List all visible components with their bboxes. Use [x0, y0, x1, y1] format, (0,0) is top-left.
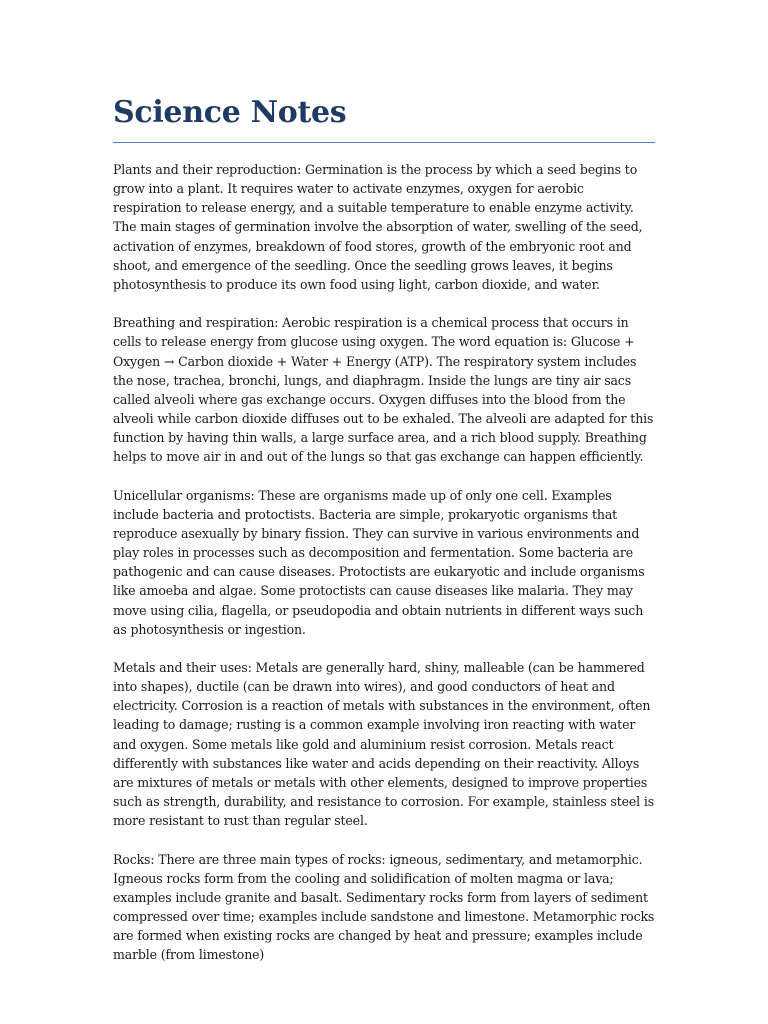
paragraph-plants-reproduction: Plants and their reproduction: Germination is the process by which a seed begins to grow into a plant. It requires water to activate enzymes, oxygen for aerobic respiration to release energy, and a suitable temperature to enable enzyme activity. The main stages of germination involve the absorption of water, swelling of the seed, activation of enzymes, breakdown of food stores, growth of the embryonic root and shoot, and emergence of the seedling. Once the seedling grows leaves, it begins photosynthesis to produce its own food using light, carbon dioxide, and water.	[113, 162, 643, 292]
paragraph-rocks: Rocks: There are three main types of rocks: igneous, sedimentary, and metamorphic. Igneous rocks form from the cooling and solidification of molten magma or lava; examples include granite and basalt. Sedimentary rocks form from layers of sediment compressed over time; examples include sandstone and limestone. Metamorphic rocks are formed when existing rocks are changed by heat and pressure; examples include marble (from limestone)	[113, 851, 655, 963]
document-page	[113, 90, 655, 984]
paragraph-unicellular-organisms: Unicellular organisms: These are organisms made up of only one cell. Examples include bacteria and protoctists. Bacteria are simple, prokaryotic organisms that reproduce asexually by binary fission. They can survive in various environments and play roles in processes such as decomposition and fermentation. Some bacteria are pathogenic and can cause diseases. Protoctists are eukaryotic and include organisms like amoeba and algae. Some protoctists can cause diseases like malaria. They may move using cilia, flagella, or pseudopodia and obtain nutrients in different ways such as photosynthesis or ingestion.	[113, 487, 645, 637]
title-underline	[113, 142, 655, 143]
page-title: Science Notes	[113, 95, 347, 130]
paragraph-metals-uses: Metals and their uses: Metals are generally hard, shiny, malleable (can be hammered into shapes), ductile (can be drawn into wires), and good conductors of heat and electricity. Corrosion is a reaction of metals with substances in the environment, often leading to damage; rusting is a common example involving iron reacting with water and oxygen. Some metals like gold and aluminium resist corrosion. Metals react differently with substances like water and acids depending on their reactivity. Alloys are mixtures of metals or metals with other elements, designed to improve properties such as strength, durability, and resistance to corrosion. For example, stainless steel is more resistant to rust than regular steel.	[113, 660, 654, 829]
paragraph-breathing-respiration: Breathing and respiration: Aerobic respiration is a chemical process that occurs in cells to release energy from glucose using oxygen. The word equation is: Glucose + Oxygen → Carbon dioxide + Water + Energy (ATP). The respiratory system includes the nose, trachea, bronchi, lungs, and diaphragm. Inside the lungs are tiny air sacs called alveoli where gas exchange occurs. Oxygen diffuses into the blood from the alveoli while carbon dioxide diffuses out to be exhaled. The alveoli are adapted for this function by having thin walls, a large surface area, and a rich blood supply. Breathing helps to move air in and out of the lungs so that gas exchange can happen efficiently.	[113, 315, 654, 465]
